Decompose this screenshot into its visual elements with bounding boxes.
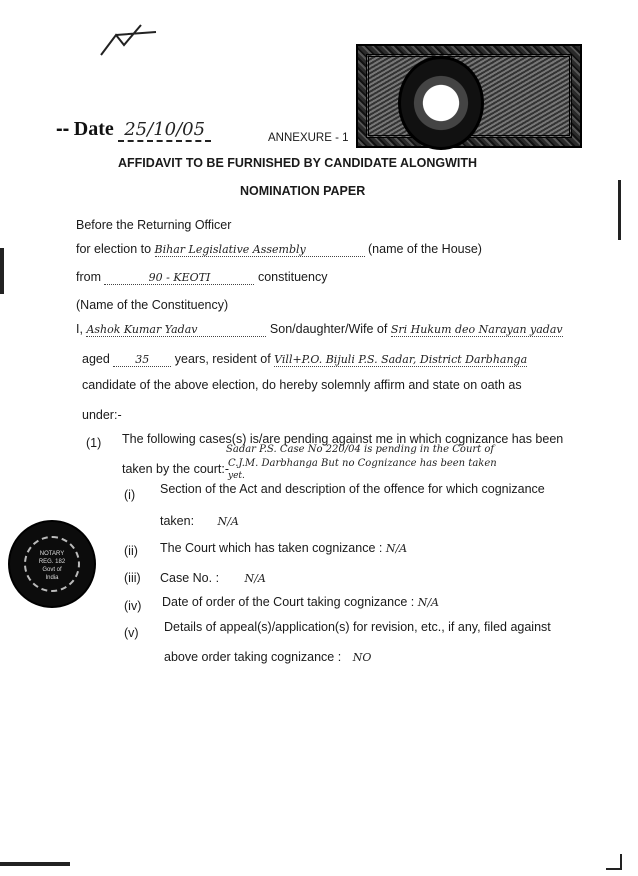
stamp-paper-image <box>356 44 582 148</box>
election-field: Bihar Legislative Assembly <box>155 243 365 257</box>
election-suffix: (name of the House) <box>368 242 482 256</box>
court-handwriting-3: yet. <box>228 471 245 481</box>
notary-line-2: REG. 182 <box>38 559 66 565</box>
rubber-seal-top <box>398 56 484 150</box>
item-v-line <box>164 650 371 664</box>
notary-line-1: NOTARY <box>39 551 65 557</box>
item-1-number: (1) <box>86 436 102 450</box>
pen-scribble-mark <box>96 20 166 60</box>
item-iv-number: (iv) <box>124 599 142 613</box>
father-name-field: Sri Hukum deo Narayan yadav <box>390 323 563 336</box>
item-i-number: (i) <box>124 488 136 502</box>
name-line <box>76 322 563 337</box>
candidate-line: candidate of the above election, do hereby solemnly affirm and state on oath as <box>82 378 522 392</box>
election-prefix: for election to <box>76 242 152 256</box>
election-line <box>76 242 482 257</box>
item-v-value: NO <box>352 651 372 664</box>
notary-line-3: Govt of India <box>42 567 62 581</box>
item-ii-line <box>160 541 407 555</box>
from-field: 90 - KEOTI <box>104 271 254 285</box>
date-value: 25/10/05 <box>118 119 211 142</box>
item-iv-line <box>162 595 439 609</box>
left-margin-mark <box>0 248 4 294</box>
annexure-label: ANNEXURE - 1 <box>268 132 349 144</box>
from-line <box>76 270 327 285</box>
notary-seal <box>8 520 96 608</box>
item-i-value: N/A <box>217 515 239 528</box>
item-iii-value: N/A <box>244 572 266 585</box>
item-ii-value: N/A <box>385 542 408 555</box>
item-iii-number: (iii) <box>124 571 141 585</box>
candidate-name-field: Ashok Kumar Yadav <box>86 323 266 337</box>
before-returning-officer: Before the Returning Officer <box>76 218 232 232</box>
court-handwriting-2: C.J.M. Darbhanga But no Cognizance has been taken <box>228 458 497 469</box>
item-iv-text: Date of order of the Court taking cognizance : <box>162 595 415 609</box>
address-field: Vill+P.O. Bijuli P.S. Sadar, District Darbhanga <box>274 353 528 366</box>
title-line-2: NOMINATION PAPER <box>240 184 366 198</box>
i-prefix: I, <box>76 322 83 336</box>
aged-prefix: aged <box>82 352 110 366</box>
date-line <box>56 118 211 141</box>
constituency-note: (Name of the Constituency) <box>76 298 229 312</box>
aged-line <box>82 352 527 367</box>
item-iv-value: N/A <box>417 596 439 609</box>
son-of-label: Son/daughter/Wife of <box>269 322 388 336</box>
item-ii-number: (ii) <box>124 544 138 558</box>
item-v-text: Details of appeal(s)/application(s) for revision, etc., if any, filed against <box>164 620 551 634</box>
item-iii-line <box>160 571 266 585</box>
from-suffix: constituency <box>257 270 328 284</box>
item-i-taken-label: taken: <box>160 514 195 528</box>
item-v-text-cont: above order taking cognizance : <box>164 650 342 664</box>
item-i-text: Section of the Act and description of the offence for which cognizance <box>160 482 545 496</box>
age-field: 35 <box>113 353 171 367</box>
court-handwriting-1: Sadar P.S. Case No 220/04 is pending in the Court of <box>226 444 495 455</box>
date-label: Date <box>73 118 114 140</box>
date-dashes: -- <box>56 118 70 140</box>
under-label: under:- <box>82 408 122 422</box>
item-v-number: (v) <box>124 626 139 640</box>
item-1-text-cont: taken by the court:- <box>122 462 230 476</box>
from-prefix: from <box>76 270 101 284</box>
resident-label: years, resident of <box>174 352 271 366</box>
title-line-1: AFFIDAVIT TO BE FURNISHED BY CANDIDATE ALONGWITH <box>118 156 478 170</box>
bottom-right-scan-mark <box>606 854 622 870</box>
item-iii-text: Case No. : <box>160 571 220 585</box>
item-1-text: The following cases(s) is/are pending against me in which cognizance has been <box>122 432 564 446</box>
right-edge-mark <box>618 180 621 240</box>
item-i-text-cont <box>160 514 239 528</box>
bottom-left-scan-mark <box>0 862 70 866</box>
item-ii-text: The Court which has taken cognizance : <box>160 541 383 555</box>
